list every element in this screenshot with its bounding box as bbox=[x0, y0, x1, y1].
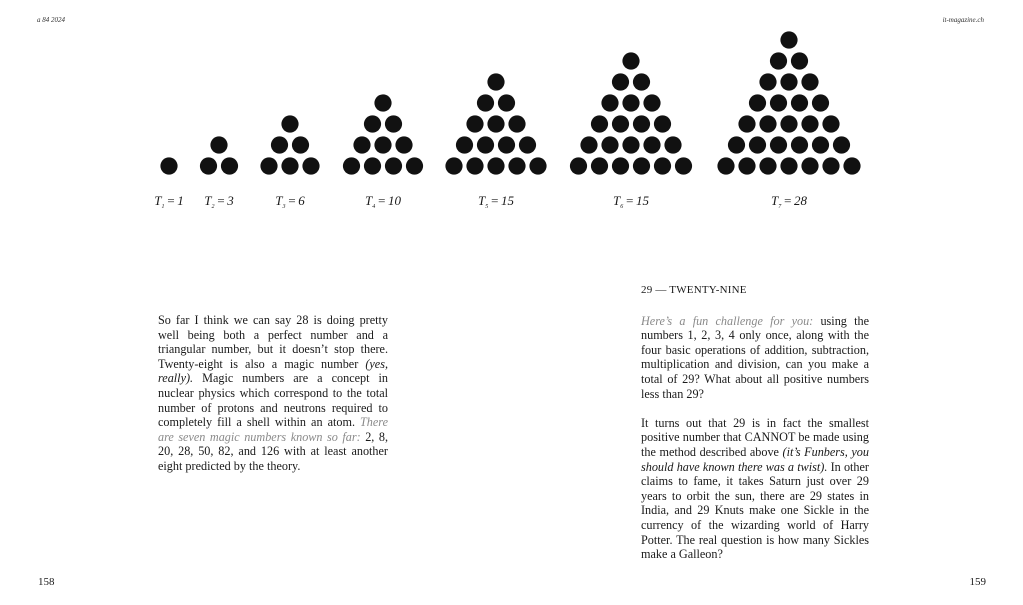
dot bbox=[353, 136, 370, 153]
page-number-right: 159 bbox=[969, 576, 986, 588]
dot bbox=[770, 94, 787, 111]
dot bbox=[364, 157, 381, 174]
dot bbox=[801, 115, 818, 132]
section-title: 29 — TWENTY-NINE bbox=[641, 284, 747, 296]
triangle-7 bbox=[717, 31, 860, 174]
dot bbox=[466, 157, 483, 174]
dot bbox=[812, 94, 829, 111]
dot bbox=[508, 157, 525, 174]
dot bbox=[302, 157, 319, 174]
dot bbox=[780, 115, 797, 132]
dot bbox=[633, 115, 650, 132]
triangle-4 bbox=[343, 94, 423, 174]
dot bbox=[759, 157, 776, 174]
dot bbox=[612, 157, 629, 174]
triangle-label-7: $T_7 = 28$ bbox=[770, 193, 808, 210]
dot bbox=[801, 73, 818, 90]
dot bbox=[822, 157, 839, 174]
right-column-text bbox=[641, 283, 869, 576]
dot bbox=[717, 157, 734, 174]
dot bbox=[395, 136, 412, 153]
dot bbox=[622, 136, 639, 153]
dot bbox=[487, 73, 504, 90]
dot bbox=[477, 94, 494, 111]
dot bbox=[822, 115, 839, 132]
dot bbox=[580, 136, 597, 153]
page-number-left: 158 bbox=[38, 576, 55, 588]
dot bbox=[281, 115, 298, 132]
dot bbox=[654, 157, 671, 174]
dot bbox=[791, 94, 808, 111]
dot bbox=[780, 31, 797, 48]
dot bbox=[738, 115, 755, 132]
dot bbox=[791, 52, 808, 69]
dot bbox=[445, 157, 462, 174]
dot bbox=[770, 52, 787, 69]
dot bbox=[643, 136, 660, 153]
dot bbox=[385, 157, 402, 174]
dot bbox=[759, 73, 776, 90]
dot bbox=[612, 73, 629, 90]
dot bbox=[770, 136, 787, 153]
dot bbox=[385, 115, 402, 132]
dot bbox=[622, 52, 639, 69]
dot bbox=[633, 73, 650, 90]
answer-paragraph: It turns out that 29 is in fact the smallest positive number that CANNOT be made using the method described above (it’s Funbers, you should have known there was a twist). In other claims to fame, it takes Saturn just over 29 years to orbit the sun, there are 29 states in India, and 29 Knuts make one Sickle in the currency of the wizarding world of Harry Potter. The real question is how many Sickles make a Galleon? bbox=[641, 415, 869, 562]
dot bbox=[281, 157, 298, 174]
dot bbox=[210, 136, 227, 153]
challenge-paragraph: Here’s a fun challenge for you: using the numbers 1, 2, 3, 4 only once, along with the four basic operations of addition, subtraction, multiplication and division, can you make a total of 29? What about all positive numbers less than 29? bbox=[641, 313, 869, 401]
dot bbox=[601, 94, 618, 111]
triangle-label-3: $T_3 = 6$ bbox=[275, 193, 305, 210]
dot bbox=[374, 94, 391, 111]
dot bbox=[759, 115, 776, 132]
dot bbox=[654, 115, 671, 132]
dot bbox=[601, 136, 618, 153]
dot bbox=[791, 136, 808, 153]
dot bbox=[292, 136, 309, 153]
dot bbox=[271, 136, 288, 153]
dot bbox=[591, 115, 608, 132]
dot bbox=[664, 136, 681, 153]
dot bbox=[406, 157, 423, 174]
triangle-label-2: $T_2 = 3$ bbox=[204, 193, 234, 210]
triangle-label-6: $T_6 = 15$ bbox=[612, 193, 650, 210]
dot bbox=[519, 136, 536, 153]
dot bbox=[643, 94, 660, 111]
triangle-label-1: $T_1 = 1$ bbox=[154, 193, 184, 210]
dot bbox=[487, 115, 504, 132]
dot bbox=[466, 115, 483, 132]
triangle-label-5: $T_5 = 15$ bbox=[477, 193, 515, 210]
running-header-issue: a 84 2024 bbox=[37, 16, 65, 24]
left-column-text bbox=[158, 313, 388, 488]
dot bbox=[612, 115, 629, 132]
running-header-site: it-magazine.ch bbox=[942, 16, 984, 24]
dot bbox=[529, 157, 546, 174]
dot bbox=[812, 136, 829, 153]
triangle-2 bbox=[200, 136, 238, 174]
dot bbox=[675, 157, 692, 174]
dot bbox=[260, 157, 277, 174]
dot bbox=[780, 73, 797, 90]
triangle-5 bbox=[445, 73, 546, 174]
triangle-label-4: $T_4 = 10$ bbox=[364, 193, 402, 210]
dot bbox=[160, 157, 177, 174]
dot bbox=[780, 157, 797, 174]
dot bbox=[343, 157, 360, 174]
dot bbox=[200, 157, 217, 174]
triangle-6 bbox=[570, 52, 692, 174]
dot bbox=[221, 157, 238, 174]
dot bbox=[374, 136, 391, 153]
dot bbox=[498, 94, 515, 111]
dot bbox=[456, 136, 473, 153]
dot bbox=[801, 157, 818, 174]
triangle-3 bbox=[260, 115, 319, 174]
dot bbox=[749, 94, 766, 111]
triangle-1 bbox=[160, 157, 177, 174]
dot bbox=[843, 157, 860, 174]
dot bbox=[570, 157, 587, 174]
dot bbox=[591, 157, 608, 174]
dot bbox=[487, 157, 504, 174]
dot bbox=[833, 136, 850, 153]
magic-number-paragraph: So far I think we can say 28 is doing pretty well being both a perfect number and a triangular number, but it doesn’t stop there. Twenty-eight is also a magic number (yes, really). Magic numbers are a concept in nuclear physics which correspond to the total number of protons and neutrons required to completely fill a shell within an atom. There are seven magic numbers known so far: 2, 8, 20, 28, 50, 82, and 126 with at least another eight predicted by the theory. bbox=[158, 313, 389, 473]
dot bbox=[364, 115, 381, 132]
dot bbox=[728, 136, 745, 153]
dot bbox=[633, 157, 650, 174]
dot bbox=[498, 136, 515, 153]
dot bbox=[749, 136, 766, 153]
dot bbox=[508, 115, 525, 132]
dot bbox=[622, 94, 639, 111]
dot bbox=[738, 157, 755, 174]
dot bbox=[477, 136, 494, 153]
